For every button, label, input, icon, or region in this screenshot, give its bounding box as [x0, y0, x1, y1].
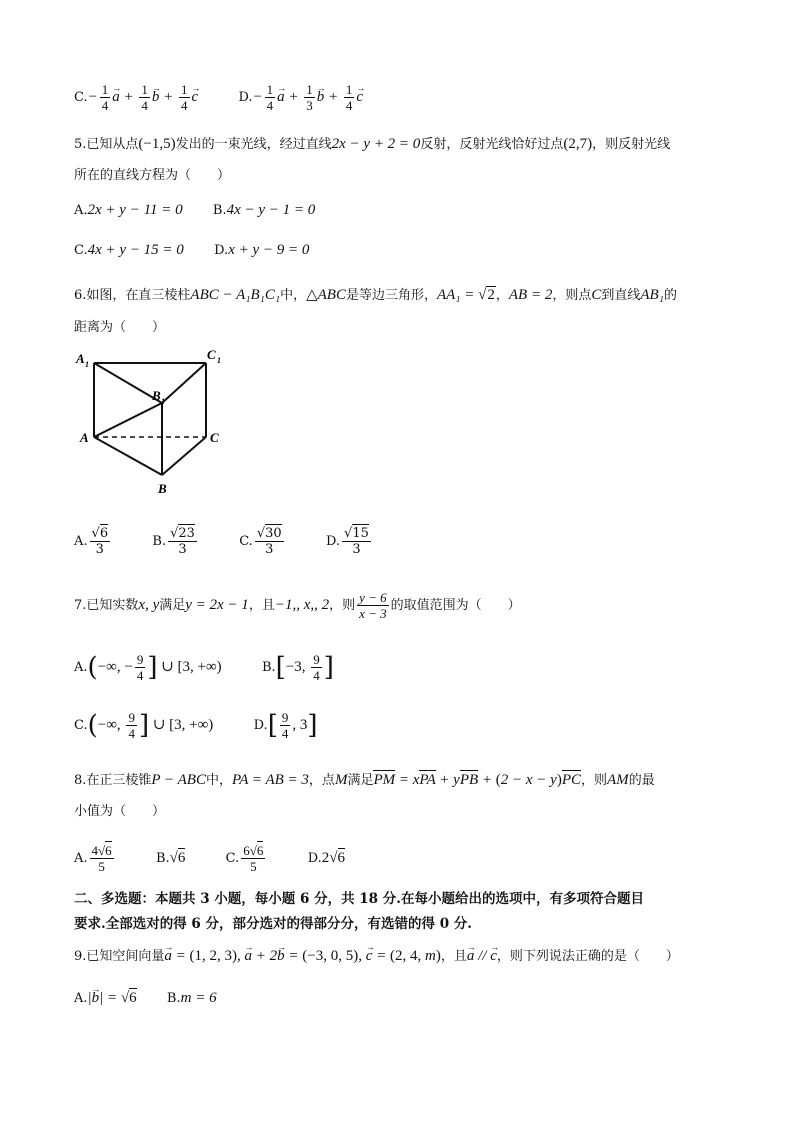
q5-option-d-expr: x + y − 9 = 0 [228, 242, 310, 258]
q8-stem-line1 [74, 770, 655, 791]
q9-stem [74, 946, 679, 967]
q6-label-c: C [210, 430, 219, 445]
q6-line-ab1: AB₁ [640, 287, 664, 303]
q5-text-d: ，则反射光线 [592, 137, 671, 152]
q7-options-cd [74, 710, 318, 741]
q8-pyramid: P − ABC [151, 772, 206, 788]
q7-option-d-expr: [ $\frac{9}{4}$ , 3] [267, 710, 318, 741]
q6-triangle: △ABC [306, 287, 346, 303]
q6-text-a: 6.如图，在直三棱柱 [74, 288, 191, 303]
q6-ab: AB = 2 [508, 287, 553, 303]
q5-text-b: 发出的一束光线，经过直线 [175, 137, 332, 152]
q6-label-a: A [80, 430, 89, 445]
q7-option-b-label: B. [261, 659, 276, 675]
q9-option-a-expr: |→ b| = √6 [88, 990, 137, 1006]
q9-options-ab [74, 988, 217, 1009]
q6-stem-line1: 6.如图，在直三棱柱ABC − A₁B₁C₁中，△ABC是等边三角形，AA₁ = √2，AB = 2，则点C到直线AB₁的 [74, 287, 677, 303]
q9-text-b: ，且 [440, 949, 467, 964]
q9-option-b-label: B. [166, 991, 181, 1006]
q8-option-a-label: A. [74, 851, 88, 866]
q4-option-c-expr: − $\frac{1}{4}$ → a + $\frac{1}{4}$ → b + $\frac{1}{4}$ → c [88, 89, 199, 105]
q4-option-d-label: D. [238, 89, 253, 105]
q7-stem [74, 590, 521, 621]
q6-aa1: AA₁ = [436, 287, 479, 303]
q9-option-a-label: A. [74, 991, 88, 1006]
q7-option-d-label: D. [253, 717, 268, 733]
q5-option-a-label: A. [74, 203, 88, 218]
q6-label-b1: B [152, 388, 161, 403]
q5-option-d-label: D. [214, 243, 229, 258]
q9-text-a: 9.已知空间向量 [74, 949, 165, 964]
q8-cond: PA = AB = 3 [232, 772, 309, 788]
q7-text-a: 7.已知实数 [74, 598, 139, 613]
q5-point1: (−1,5) [138, 136, 176, 152]
q8-am: AM [607, 772, 629, 788]
q9-option-b-expr: m = 6 [180, 990, 217, 1006]
q8-point-m: M [334, 772, 348, 788]
q6-prism: ABC − A₁B₁C₁ [190, 287, 281, 303]
q6-text-c: 是等边三角形， [345, 288, 437, 303]
q8-vector-eq: PM = xPA + yPB + (2 − x − y)PC [373, 772, 581, 788]
q7-options-ab [74, 652, 334, 683]
q7-text-d: ，则 [329, 598, 356, 613]
q8-stem-line2: 小值为（ ） [74, 804, 166, 819]
q8-text-d: 满足 [347, 773, 374, 788]
q6-option-d-label: D. [325, 534, 341, 549]
q4-option-c-label: C. [74, 89, 88, 105]
q6-option-a-expr: $\frac{√6}{3}$ [91, 526, 109, 557]
q5-text-a: 5.已知从点 [74, 137, 139, 152]
q6-option-b-label: B. [152, 534, 167, 549]
section2-heading-line2: 要求.全部选对的得 6 分，部分选对的得部分分，有选错的得 0 分. [74, 916, 472, 932]
q8-options [74, 843, 345, 874]
q6-option-b-expr: $\frac{√23}{3}$ [170, 526, 195, 557]
q8-option-c-label: C. [225, 851, 240, 866]
q7-vars: x, y [138, 597, 160, 613]
q6-option-c-label: C. [239, 534, 253, 549]
q7-option-c-label: C. [74, 717, 88, 733]
q6-label-b: B [158, 481, 167, 496]
q8-text-a: 8.在正三棱锥 [74, 773, 152, 788]
q7-text-b: 满足 [159, 598, 186, 613]
q7-option-a-label: A. [74, 659, 88, 675]
q7-text-c: ，且 [248, 598, 275, 613]
q7-option-b-expr: [−3, $\frac{9}{4}$ ] [275, 652, 334, 683]
q6-text-b: 中， [280, 288, 307, 303]
q6-aa1-sqrt: √2 [478, 287, 495, 303]
q8-option-b-label: B. [155, 851, 170, 866]
q5-option-a-expr: 2x + y − 11 = 0 [87, 202, 183, 218]
q5-option-c-label: C. [74, 243, 88, 258]
q7-text-e: 的取值范围为（ ） [390, 598, 521, 613]
q6-options [74, 526, 373, 557]
q6-point-c: C [591, 287, 602, 303]
q6-text-d: ，则点 [552, 288, 592, 303]
q8-option-d-expr: 2√6 [321, 850, 346, 866]
q9-parallel: → a // → c [467, 948, 497, 964]
section2-heading-line1: 二、多选题：本题共 3 小题，每小题 6 分，共 18 分.在每小题给出的选项中，有多项符合题目 [74, 891, 644, 907]
q8-option-c-expr: $\frac{6√6}{5}$ [243, 843, 264, 874]
q4-option-d-expr: − $\frac{1}{4}$ → a + $\frac{1}{3}$ → b + $\frac{1}{4}$ → c [253, 89, 364, 105]
q5-line-eq: 2x − y + 2 = 0 [331, 136, 421, 152]
q8-option-d-label: D. [307, 851, 322, 866]
q9-vectors: → a = (1, 2, 3), → a + 2→ b = (−3, 0, 5), → c = (2, 4, m) [164, 948, 440, 964]
q6-prism-figure [74, 345, 224, 500]
q7-eq: y = 2x − 1 [185, 597, 249, 613]
q5-option-c-expr: 4x + y − 15 = 0 [87, 242, 184, 258]
q7-option-c-expr: (−∞, $\frac{9}{4}$ ] ∪ [3, +∞) [87, 710, 214, 741]
q5-option-b-label: B. [212, 203, 227, 218]
q8-text-e: ，则 [581, 773, 608, 788]
q8-text-b: 中， [205, 773, 232, 788]
q6-text-f: 的 [663, 288, 677, 303]
q7-option-a-expr: (−∞, − $\frac{9}{4}$ ] ∪ [3, +∞) [87, 652, 222, 683]
q6-option-d-expr: $\frac{√15}{3}$ [344, 526, 369, 557]
q8-option-b-expr: √6 [169, 850, 186, 866]
q6-text-e: 到直线 [601, 288, 641, 303]
q7-fraction: $\frac{y - 6}{x - 3}$ [359, 590, 387, 621]
q6-option-a-label: A. [74, 534, 88, 549]
q4-options-cd [74, 82, 363, 113]
q5-point2: (2,7) [563, 136, 593, 152]
q9-text-c: ，则下列说法正确的是（ ） [496, 949, 679, 964]
q8-option-a-expr: $\frac{4√6}{5}$ [91, 843, 112, 874]
q8-text-c: ，点 [308, 773, 335, 788]
q5-stem-line1 [74, 134, 670, 155]
q5-option-b-expr: 4x − y − 1 = 0 [226, 202, 316, 218]
q6-label-a1: A [76, 351, 85, 366]
q6-label-c1: C [207, 347, 216, 362]
q6-option-c-expr: $\frac{√30}{3}$ [256, 526, 282, 557]
q7-cond: −1,, x,, 2 [274, 597, 330, 613]
q5-options-cd [74, 240, 309, 261]
q5-text-c: 反射，反射光线恰好过点 [420, 137, 564, 152]
q6-label-c1-sub: 1 [217, 356, 221, 365]
q6-stem-line2: 距离为（ ） [74, 320, 166, 335]
q8-text-f: 的最 [628, 773, 655, 788]
q5-options-ab [74, 200, 315, 221]
q6-label-a1-sub: 1 [85, 360, 89, 369]
q5-stem-line2: 所在的直线方程为（ ） [74, 168, 231, 183]
q6-label-b1-sub: 1 [161, 397, 165, 406]
